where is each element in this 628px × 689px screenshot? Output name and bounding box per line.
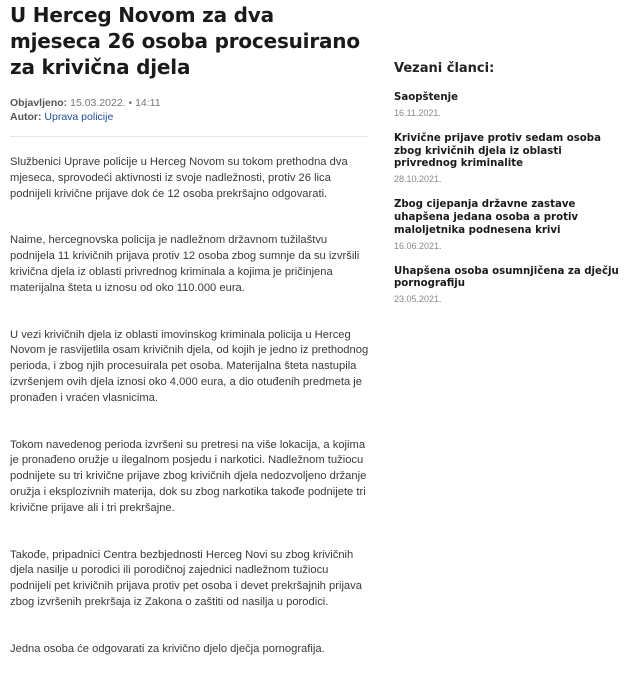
- article-title: U Herceg Novom za dva mjeseca 26 osoba procesuirano za krivična djela: [10, 3, 360, 79]
- article: [10, 0, 370, 689]
- related-title: Vezani članci:: [394, 61, 495, 76]
- related-item-date: 16.06.2021.: [394, 240, 442, 251]
- meta-divider: [10, 136, 368, 137]
- related-articles: [394, 60, 619, 319]
- paragraph-4: Tokom navedenog perioda izvršeni su pretresi na više lokacija, a kojima je pronađeno oružje u ilegalnom posjedu i narkotici. Nadležnom tužiocu podnijete su tri krivične prijave zbog krivičnih djela nedozvoljeno držanje oružja i eksplozivnih materija, dok su zbog narkotika takođe podnijete tri krivične prijave ali i tri prekršajne.: [10, 438, 367, 514]
- author-link[interactable]: Uprava policije: [44, 111, 114, 123]
- related-item: [394, 199, 619, 251]
- related-item-date: 23.05.2021.: [394, 294, 442, 305]
- related-item: [394, 133, 619, 185]
- related-list: [394, 92, 619, 305]
- related-item-link[interactable]: Uhapšena osoba osumnjičena za dječju pornografiju: [394, 265, 619, 290]
- related-item: [394, 266, 619, 306]
- related-item-date: 16.11.2021.: [394, 107, 441, 118]
- article-body: [10, 155, 370, 658]
- article-meta: [10, 96, 370, 124]
- related-item-date: 28.10.2021.: [394, 174, 442, 185]
- related-item-link[interactable]: Saopštenje: [394, 92, 459, 103]
- published-line: [10, 96, 370, 110]
- paragraph-5: Takođe, pripadnici Centra bezbjednosti Herceg Novi su zbog krivičnih djela nasilje u porodici ili porodičnoj zajednici nadležnom tužiocu podnijeli pet krivičnih prijava protiv pet osoba i devet prekršajnih prijava zbog izvršenih prekršaja iz Zakona o zaštiti od nasilja u porodici.: [10, 548, 362, 608]
- author-line: [10, 110, 370, 124]
- published-value: 15.03.2022. • 14:11: [70, 97, 161, 109]
- paragraph-2: Naime, hercegnovska policija je nadležnom državnom tužilaštvu podnijela 11 krivičnih prijava protiv 12 osoba zbog sumnje da su izvršili krivična djela iz oblasti privrednog kriminala a kojima je pričinjena materijalna šteta u iznosu od oko 110.000 eura.: [10, 234, 360, 294]
- published-label: Objavljeno:: [10, 97, 68, 109]
- paragraph-6: Jedna osoba će odgovarati za krivično djelo dječja pornografija.: [10, 642, 325, 655]
- related-item-link[interactable]: Krivične prijave protiv sedam osoba zbog krivičnih djela iz oblasti privrednog kriminalite: [394, 132, 601, 170]
- author-label: Autor:: [10, 111, 42, 123]
- paragraph-1: Službenici Uprave policije u Herceg Novom su tokom prethodna dva mjeseca, sprovodeći aktivnosti iz svoje nadležnosti, protiv 26 lica podnijeli krivične prijave dok će 12 osoba prekršajno odgovarati.: [10, 156, 348, 200]
- related-item-link[interactable]: Zbog cijepanja državne zastave uhapšena jedana osoba a protiv maloljetnika podnesena krivi: [394, 199, 579, 236]
- related-item: [394, 92, 619, 119]
- paragraph-3: U vezi krivičnih djela iz oblasti imovinskog kriminala policija u Herceg Novom je rasvijetlila osam krivičnih djela, od kojih je jedno iz prethodnog perioda, i zbog njih procesuirala pet osoba. Materijalna šteta nastupila izvršenjem ovih djela iznosi oko 4.000 eura, a dio otuđenih predmeta je pronađen i vraćen vlasnicima.: [10, 328, 369, 404]
